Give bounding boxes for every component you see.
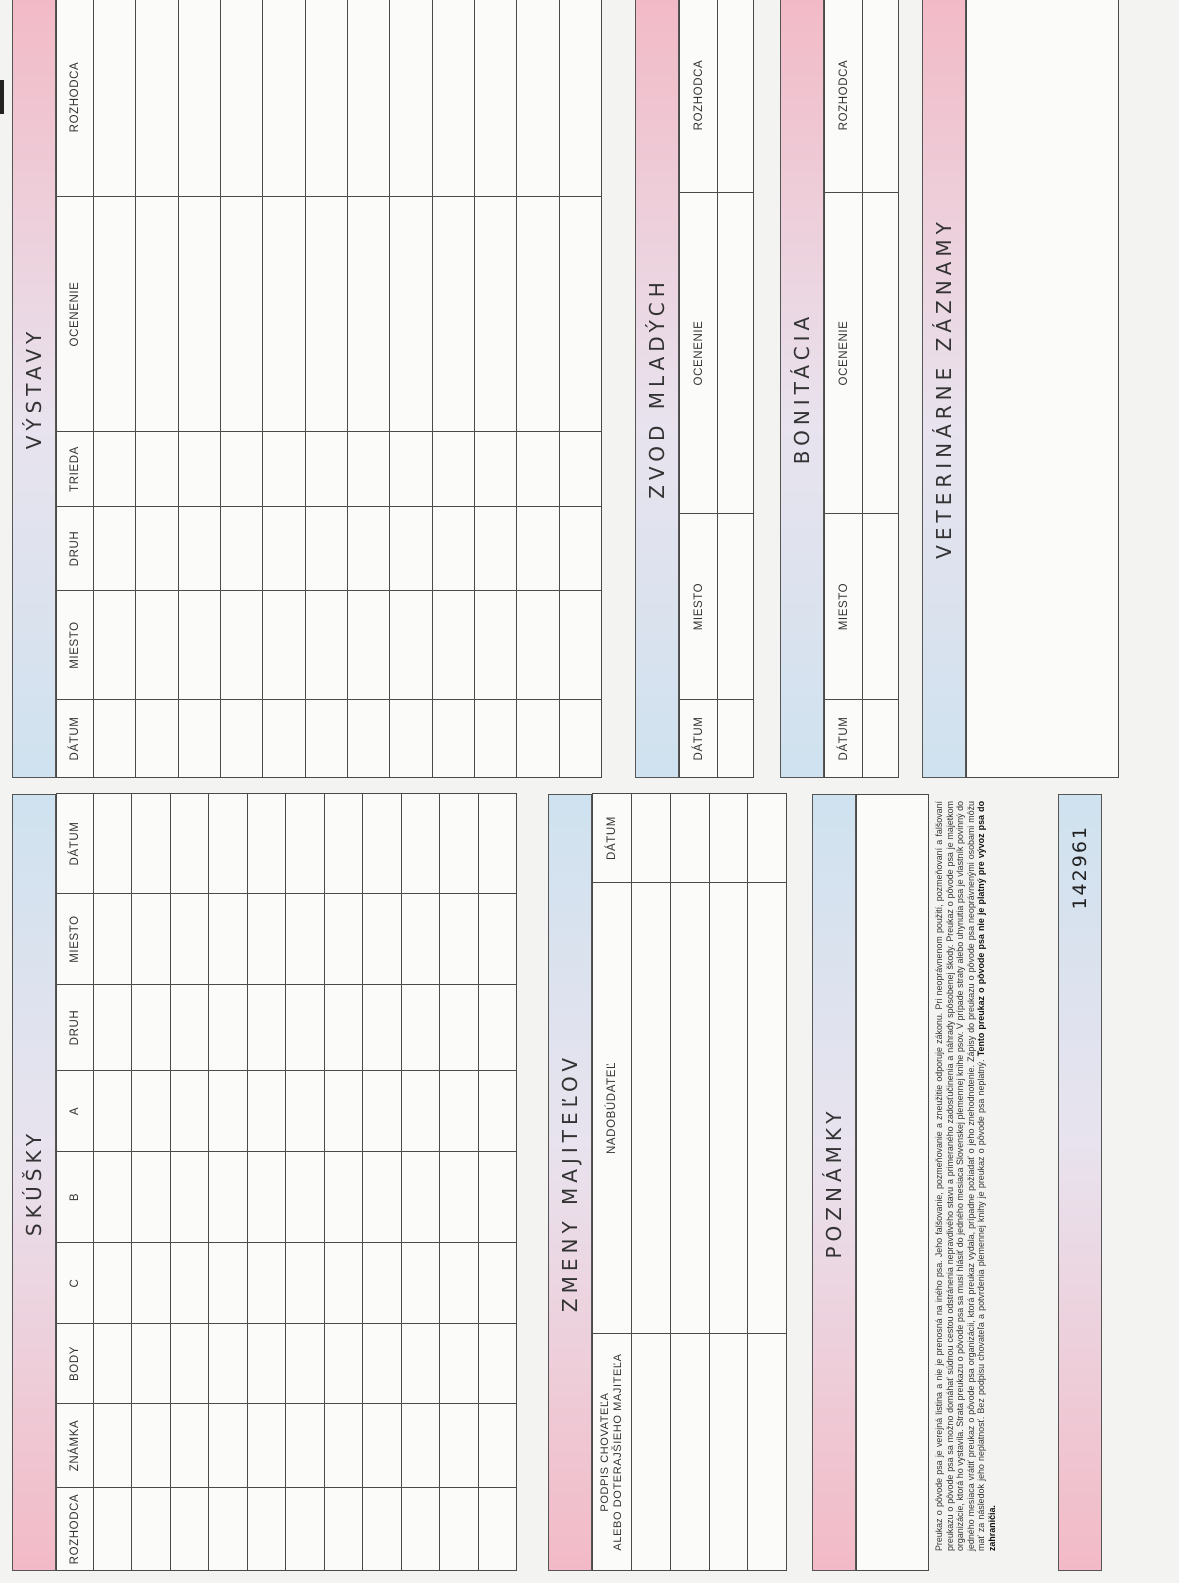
legal-notice xyxy=(934,801,1049,1551)
skusky-cell[interactable] xyxy=(401,1243,439,1324)
skusky-cell[interactable] xyxy=(401,1071,439,1152)
vystavy-cell[interactable] xyxy=(178,197,220,432)
zmeny-cell[interactable] xyxy=(709,1334,748,1571)
vystavy-cell[interactable] xyxy=(263,591,305,700)
skusky-cell[interactable] xyxy=(363,985,401,1071)
zmeny-cell[interactable] xyxy=(632,794,671,883)
skusky-cell[interactable] xyxy=(401,985,439,1071)
vystavy-cell[interactable] xyxy=(474,700,516,778)
zvod-cell[interactable] xyxy=(718,193,754,514)
veterinarne-title-band xyxy=(922,0,966,778)
vystavy-cell[interactable] xyxy=(432,0,474,197)
skusky-cell[interactable] xyxy=(247,1152,285,1243)
skusky-cell[interactable] xyxy=(286,1152,324,1243)
bonitacia-entry-row xyxy=(863,0,899,778)
vystavy-row xyxy=(178,0,220,778)
bonitacia-title: BONITÁCIA xyxy=(790,311,814,465)
skusky-cell[interactable] xyxy=(286,1404,324,1488)
vystavy-cell[interactable] xyxy=(220,507,262,591)
vystavy-cell[interactable] xyxy=(178,591,220,700)
poznamky-panel[interactable] xyxy=(856,794,929,1571)
vystavy-col-druh: DRUH xyxy=(57,507,94,591)
skusky-cell[interactable] xyxy=(209,1488,247,1571)
vystavy-cell[interactable] xyxy=(517,432,559,507)
poznamky-title-band xyxy=(812,794,856,1571)
zmeny-cell[interactable] xyxy=(709,883,748,1334)
zmeny-row xyxy=(670,794,709,1571)
skusky-cell[interactable] xyxy=(324,1243,362,1324)
skusky-cell[interactable] xyxy=(94,1488,132,1571)
vystavy-cell[interactable] xyxy=(136,197,178,432)
skusky-row xyxy=(440,794,478,1571)
skusky-cell[interactable] xyxy=(209,985,247,1071)
bonitacia-col-datum: DÁTUM xyxy=(825,700,863,778)
skusky-col-b: B xyxy=(57,1152,94,1243)
skusky-cell[interactable] xyxy=(286,1243,324,1324)
skusky-cell[interactable] xyxy=(94,985,132,1071)
skusky-cell[interactable] xyxy=(209,794,247,894)
vystavy-cell[interactable] xyxy=(178,700,220,778)
poznamky-title: POZNÁMKY xyxy=(822,1106,846,1259)
vystavy-cell[interactable] xyxy=(136,507,178,591)
skusky-cell[interactable] xyxy=(209,1243,247,1324)
skusky-cell[interactable] xyxy=(286,1324,324,1404)
vystavy-cell[interactable] xyxy=(347,591,389,700)
zmeny-cell[interactable] xyxy=(709,794,748,883)
skusky-cell[interactable] xyxy=(401,1404,439,1488)
vystavy-cell[interactable] xyxy=(517,700,559,778)
skusky-cell[interactable] xyxy=(132,1243,170,1324)
vystavy-cell[interactable] xyxy=(559,0,601,197)
skusky-cell[interactable] xyxy=(170,1152,208,1243)
vystavy-cell[interactable] xyxy=(474,197,516,432)
vystavy-cell[interactable] xyxy=(263,432,305,507)
vystavy-title-band xyxy=(12,0,56,778)
vystavy-cell[interactable] xyxy=(559,591,601,700)
vystavy-row xyxy=(517,0,559,778)
skusky-cell[interactable] xyxy=(363,794,401,894)
vystavy-cell[interactable] xyxy=(305,432,347,507)
skusky-col-c: C xyxy=(57,1243,94,1324)
zmeny-cell[interactable] xyxy=(748,883,787,1334)
zmeny-row xyxy=(632,794,671,1571)
zvod-col-rozhodca: ROZHODCA xyxy=(680,0,718,193)
skusky-cell[interactable] xyxy=(170,794,208,894)
skusky-cell[interactable] xyxy=(132,794,170,894)
bonitacia-title-band xyxy=(780,0,824,778)
skusky-col-druh: DRUH xyxy=(57,985,94,1071)
skusky-col-datum: DÁTUM xyxy=(57,794,94,894)
vystavy-cell[interactable] xyxy=(94,507,136,591)
skusky-cell[interactable] xyxy=(324,1152,362,1243)
vystavy-cell[interactable] xyxy=(517,0,559,197)
vystavy-cell[interactable] xyxy=(347,0,389,197)
skusky-cell[interactable] xyxy=(363,1071,401,1152)
serial-number-band xyxy=(1058,794,1102,1571)
skusky-cell[interactable] xyxy=(478,1488,516,1571)
vystavy-cell[interactable] xyxy=(559,197,601,432)
vystavy-cell[interactable] xyxy=(220,700,262,778)
zvod-col-ocenenie: OCENENIE xyxy=(680,193,718,514)
skusky-row xyxy=(478,794,516,1571)
skusky-cell[interactable] xyxy=(401,794,439,894)
skusky-cell[interactable] xyxy=(247,1071,285,1152)
skusky-cell[interactable] xyxy=(94,1152,132,1243)
vystavy-cell[interactable] xyxy=(474,432,516,507)
vystavy-cell[interactable] xyxy=(263,700,305,778)
vystavy-cell[interactable] xyxy=(347,507,389,591)
skusky-cell[interactable] xyxy=(247,1488,285,1571)
skusky-cell[interactable] xyxy=(363,1152,401,1243)
skusky-cell[interactable] xyxy=(247,1324,285,1404)
zvod-col-miesto: MIESTO xyxy=(680,514,718,700)
vystavy-cell[interactable] xyxy=(390,197,432,432)
skusky-cell[interactable] xyxy=(209,1324,247,1404)
skusky-cell[interactable] xyxy=(209,1152,247,1243)
vystavy-row xyxy=(136,0,178,778)
bonitacia-cell[interactable] xyxy=(863,700,899,778)
bonitacia-cell[interactable] xyxy=(863,514,899,700)
vystavy-cell[interactable] xyxy=(559,432,601,507)
skusky-cell[interactable] xyxy=(401,894,439,985)
skusky-cell[interactable] xyxy=(478,1152,516,1243)
vystavy-cell[interactable] xyxy=(347,432,389,507)
bonitacia-col-miesto: MIESTO xyxy=(825,514,863,700)
skusky-row xyxy=(286,794,324,1571)
skusky-title-band xyxy=(12,794,56,1571)
skusky-cell[interactable] xyxy=(170,1243,208,1324)
skusky-cell[interactable] xyxy=(478,985,516,1071)
skusky-cell[interactable] xyxy=(401,1152,439,1243)
skusky-cell[interactable] xyxy=(170,1071,208,1152)
skusky-cell[interactable] xyxy=(440,1404,478,1488)
zvod-cell[interactable] xyxy=(718,514,754,700)
zmeny-body xyxy=(632,794,787,1571)
vystavy-col-rozhodca: ROZHODCA xyxy=(57,0,94,197)
skusky-col-znamka: ZNÁMKA xyxy=(57,1404,94,1488)
zvod-header-row xyxy=(680,0,718,778)
vystavy-col-miesto: MIESTO xyxy=(57,591,94,700)
skusky-cell[interactable] xyxy=(478,1404,516,1488)
zmeny-header-row xyxy=(593,794,632,1571)
skusky-cell[interactable] xyxy=(94,1324,132,1404)
zmeny-row xyxy=(748,794,787,1571)
skusky-cell[interactable] xyxy=(286,1071,324,1152)
skusky-cell[interactable] xyxy=(132,1404,170,1488)
skusky-cell[interactable] xyxy=(247,794,285,894)
skusky-cell[interactable] xyxy=(132,985,170,1071)
skusky-cell[interactable] xyxy=(286,894,324,985)
skusky-cell[interactable] xyxy=(170,1324,208,1404)
skusky-row xyxy=(170,794,208,1571)
skusky-title: SKÚŠKY xyxy=(22,1128,46,1237)
zmeny-col-podpis-line2: ALEBO DOTERAJŠIEHO MAJITEĽA xyxy=(612,1353,624,1551)
skusky-cell[interactable] xyxy=(363,894,401,985)
skusky-cell[interactable] xyxy=(440,1488,478,1571)
skusky-col-miesto: MIESTO xyxy=(57,894,94,985)
vystavy-row xyxy=(390,0,432,778)
vystavy-row xyxy=(559,0,601,778)
vystavy-cell[interactable] xyxy=(136,700,178,778)
skusky-cell[interactable] xyxy=(440,1324,478,1404)
skusky-cell[interactable] xyxy=(440,1152,478,1243)
zmeny-table xyxy=(592,793,787,1571)
skusky-cell[interactable] xyxy=(286,1488,324,1571)
skusky-cell[interactable] xyxy=(478,1071,516,1152)
skusky-cell[interactable] xyxy=(209,1404,247,1488)
vystavy-cell[interactable] xyxy=(263,0,305,197)
vystavy-col-datum: DÁTUM xyxy=(57,700,94,778)
vystavy-cell[interactable] xyxy=(347,700,389,778)
vystavy-cell[interactable] xyxy=(220,0,262,197)
vystavy-cell[interactable] xyxy=(432,507,474,591)
bonitacia-table xyxy=(824,0,899,778)
skusky-col-a: A xyxy=(57,1071,94,1152)
zvod-entry-row xyxy=(718,0,754,778)
zmeny-col-podpis xyxy=(593,1334,632,1571)
skusky-cell[interactable] xyxy=(132,1324,170,1404)
vystavy-cell[interactable] xyxy=(136,591,178,700)
zmeny-cell[interactable] xyxy=(632,883,671,1334)
bonitacia-header-row xyxy=(825,0,863,778)
vystavy-cell[interactable] xyxy=(94,0,136,197)
vystavy-cell[interactable] xyxy=(178,432,220,507)
vystavy-cell[interactable] xyxy=(220,432,262,507)
skusky-header-row xyxy=(57,794,94,1571)
skusky-cell[interactable] xyxy=(170,894,208,985)
zmeny-cell[interactable] xyxy=(748,1334,787,1571)
zmeny-col-podpis-line1: PODPIS CHOVATEĽA xyxy=(599,1392,611,1512)
vystavy-row xyxy=(263,0,305,778)
veterinarne-panel[interactable] xyxy=(966,0,1119,778)
vystavy-cell[interactable] xyxy=(559,700,601,778)
skusky-row xyxy=(132,794,170,1571)
bonitacia-col-ocenenie: OCENENIE xyxy=(825,193,863,514)
vystavy-cell[interactable] xyxy=(432,432,474,507)
skusky-table xyxy=(56,793,517,1571)
vystavy-cell[interactable] xyxy=(474,507,516,591)
vystavy-cell[interactable] xyxy=(432,197,474,432)
vystavy-cell[interactable] xyxy=(432,591,474,700)
skusky-cell[interactable] xyxy=(209,894,247,985)
skusky-cell[interactable] xyxy=(132,894,170,985)
skusky-row xyxy=(94,794,132,1571)
vystavy-cell[interactable] xyxy=(305,507,347,591)
vystavy-cell[interactable] xyxy=(305,591,347,700)
vystavy-cell[interactable] xyxy=(305,197,347,432)
skusky-cell[interactable] xyxy=(247,894,285,985)
skusky-row xyxy=(363,794,401,1571)
vystavy-title: VÝSTAVY xyxy=(22,326,46,450)
skusky-row xyxy=(247,794,285,1571)
skusky-cell[interactable] xyxy=(170,1488,208,1571)
skusky-cell[interactable] xyxy=(324,894,362,985)
zvod-col-datum: DÁTUM xyxy=(680,700,718,778)
skusky-cell[interactable] xyxy=(440,1243,478,1324)
zmeny-col-datum: DÁTUM xyxy=(593,794,632,883)
vystavy-cell[interactable] xyxy=(390,432,432,507)
skusky-cell[interactable] xyxy=(478,1324,516,1404)
skusky-row xyxy=(324,794,362,1571)
zvod-title: ZVOD MLADÝCH xyxy=(645,277,669,499)
vystavy-cell[interactable] xyxy=(136,432,178,507)
vystavy-cell[interactable] xyxy=(178,507,220,591)
bonitacia-cell[interactable] xyxy=(863,193,899,514)
vystavy-cell[interactable] xyxy=(94,432,136,507)
zvod-table xyxy=(679,0,754,778)
skusky-cell[interactable] xyxy=(170,985,208,1071)
zmeny-cell[interactable] xyxy=(748,794,787,883)
skusky-cell[interactable] xyxy=(401,1488,439,1571)
skusky-cell[interactable] xyxy=(478,894,516,985)
vystavy-cell[interactable] xyxy=(347,197,389,432)
skusky-row xyxy=(209,794,247,1571)
vystavy-cell[interactable] xyxy=(517,591,559,700)
vystavy-cell[interactable] xyxy=(263,507,305,591)
skusky-cell[interactable] xyxy=(363,1243,401,1324)
zmeny-cell[interactable] xyxy=(670,794,709,883)
skusky-cell[interactable] xyxy=(132,1071,170,1152)
zvod-cell[interactable] xyxy=(718,0,754,193)
skusky-cell[interactable] xyxy=(363,1488,401,1571)
vystavy-cell[interactable] xyxy=(474,591,516,700)
vystavy-cell[interactable] xyxy=(220,197,262,432)
skusky-cell[interactable] xyxy=(94,1243,132,1324)
vystavy-cell[interactable] xyxy=(94,197,136,432)
vystavy-cell[interactable] xyxy=(136,0,178,197)
skusky-cell[interactable] xyxy=(94,1071,132,1152)
vystavy-row xyxy=(474,0,516,778)
vystavy-cell[interactable] xyxy=(94,700,136,778)
zmeny-col-nadobudatel: NADOBÚDATEĽ xyxy=(593,883,632,1334)
zmeny-cell[interactable] xyxy=(632,1334,671,1571)
skusky-cell[interactable] xyxy=(363,1324,401,1404)
skusky-cell[interactable] xyxy=(440,894,478,985)
skusky-cell[interactable] xyxy=(478,1243,516,1324)
vystavy-cell[interactable] xyxy=(94,591,136,700)
skusky-cell[interactable] xyxy=(401,1324,439,1404)
skusky-cell[interactable] xyxy=(170,1404,208,1488)
skusky-body xyxy=(94,794,517,1571)
vystavy-cell[interactable] xyxy=(559,507,601,591)
vystavy-row xyxy=(94,0,136,778)
vystavy-row xyxy=(432,0,474,778)
zmeny-title-band xyxy=(548,794,592,1571)
vystavy-cell[interactable] xyxy=(517,507,559,591)
bonitacia-cell[interactable] xyxy=(863,0,899,193)
vystavy-cell[interactable] xyxy=(474,0,516,197)
vystavy-col-ocenenie: OCENENIE xyxy=(57,197,94,432)
skusky-cell[interactable] xyxy=(324,794,362,894)
skusky-cell[interactable] xyxy=(363,1404,401,1488)
vystavy-header-row xyxy=(57,0,94,778)
zmeny-row xyxy=(709,794,748,1571)
skusky-cell[interactable] xyxy=(286,794,324,894)
vystavy-cell[interactable] xyxy=(432,700,474,778)
skusky-cell[interactable] xyxy=(440,985,478,1071)
skusky-cell[interactable] xyxy=(324,1404,362,1488)
skusky-cell[interactable] xyxy=(324,1071,362,1152)
skusky-cell[interactable] xyxy=(94,894,132,985)
vystavy-cell[interactable] xyxy=(517,197,559,432)
bonitacia-col-rozhodca: ROZHODCA xyxy=(825,0,863,193)
vystavy-cell[interactable] xyxy=(390,0,432,197)
vystavy-body xyxy=(94,0,602,778)
legal-notice-text: Preukaz o pôvode psa je verejná listina a nie je prenosná na iného psa. Jeho falšovanie, pozmeňovanie a zneužitie odporuje zákonu. Pri neoprávnenom použití, pozmeňovaní a falšovaní preukazu o pôvode psa sa možno domáhať súdnou cestou odstránenia nepravdivého stavu a primeraného zadosťučinenia a náhrady spôsobenej škody. Preukaz o pôvode psa je majetkom organizácie, ktorá ho vystavila. Strata preukazu o pôvode psa sa musí hlásiť do jedného mesiaca Slovenskej plemennej knihe psov. V prípade straty alebo uhynutia psa je vlastník povinný do jedného mesiaca vrátiť preukaz o pôvode psa organizácii, ktorá preukaz vydala, prípadne požiadať o jeho znehodnotenie. Zápisy do preukazu o pôvode psa neoprávnenými osobami môžu mať za následok jeho neplatnosť. Bez podpisu chovateľa a potvrdenia plemennej knihy je preukaz o pôvode psa neplatný. xyxy=(934,801,987,1551)
skusky-cell[interactable] xyxy=(132,1152,170,1243)
skusky-cell[interactable] xyxy=(324,985,362,1071)
skusky-cell[interactable] xyxy=(440,794,478,894)
vystavy-table xyxy=(56,0,602,778)
skusky-cell[interactable] xyxy=(324,1324,362,1404)
zvod-cell[interactable] xyxy=(718,700,754,778)
vystavy-cell[interactable] xyxy=(390,700,432,778)
skusky-cell[interactable] xyxy=(324,1488,362,1571)
vystavy-row xyxy=(347,0,389,778)
skusky-cell[interactable] xyxy=(478,794,516,894)
vystavy-cell[interactable] xyxy=(220,591,262,700)
skusky-cell[interactable] xyxy=(440,1071,478,1152)
vystavy-cell[interactable] xyxy=(390,591,432,700)
skusky-col-rozhodca: ROZHODCA xyxy=(57,1488,94,1571)
skusky-cell[interactable] xyxy=(94,1404,132,1488)
skusky-col-body: BODY xyxy=(57,1324,94,1404)
skusky-cell[interactable] xyxy=(247,985,285,1071)
zmeny-title: ZMENY MAJITEĽOV xyxy=(558,1052,582,1313)
vystavy-row xyxy=(220,0,262,778)
skusky-cell[interactable] xyxy=(209,1071,247,1152)
vystavy-cell[interactable] xyxy=(305,0,347,197)
skusky-cell[interactable] xyxy=(247,1404,285,1488)
veterinarne-title: VETERINÁRNE ZÁZNAMY xyxy=(932,217,956,559)
vystavy-cell[interactable] xyxy=(263,197,305,432)
skusky-cell[interactable] xyxy=(132,1488,170,1571)
skusky-row xyxy=(401,794,439,1571)
skusky-cell[interactable] xyxy=(286,985,324,1071)
vystavy-col-trieda: TRIEDA xyxy=(57,432,94,507)
zvod-title-band xyxy=(635,0,679,778)
vystavy-row xyxy=(305,0,347,778)
vystavy-cell[interactable] xyxy=(390,507,432,591)
legal-notice-bold: Tento preukaz o pôvode psa nie je platný pre vývoz psa do zahraničia. xyxy=(976,801,997,1551)
vystavy-cell[interactable] xyxy=(305,700,347,778)
zmeny-cell[interactable] xyxy=(670,1334,709,1571)
zmeny-cell[interactable] xyxy=(670,883,709,1334)
serial-number: 142961 xyxy=(1069,825,1091,910)
vystavy-cell[interactable] xyxy=(178,0,220,197)
skusky-cell[interactable] xyxy=(247,1243,285,1324)
skusky-cell[interactable] xyxy=(94,794,132,894)
